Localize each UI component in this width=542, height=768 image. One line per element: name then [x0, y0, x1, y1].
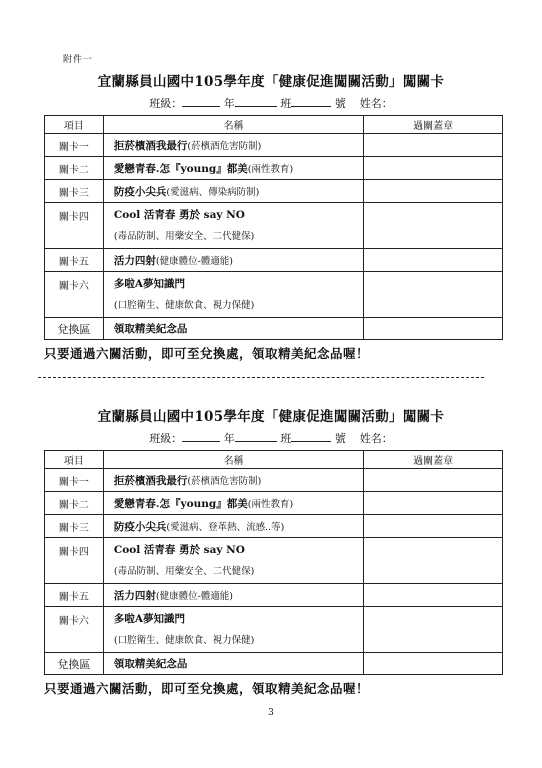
stamp-cell[interactable] — [364, 492, 503, 515]
level-cell: 關卡六 — [45, 272, 104, 318]
header-item: 項目 — [45, 451, 104, 469]
table-row — [45, 157, 503, 180]
name-cell — [103, 180, 363, 203]
activity-name: 愛戀青春.怎『young』都美 — [113, 162, 248, 175]
table-row — [45, 249, 503, 272]
card-title: 宜蘭縣員山國中105學年度「健康促進闖關活動」闖關卡 — [97, 409, 445, 425]
table-row — [45, 180, 503, 203]
stamp-cell[interactable] — [364, 584, 503, 607]
name-cell — [103, 318, 363, 340]
activity-name: 領取精美紀念品 — [113, 323, 188, 335]
level-cell: 關卡二 — [45, 492, 104, 515]
header-stamp: 過關蓋章 — [364, 451, 503, 469]
stamp-cell[interactable] — [364, 318, 503, 340]
name-cell — [103, 157, 363, 180]
activity-topic: (愛滋病、登革熱、流感..等) — [166, 521, 285, 533]
year-blank[interactable] — [182, 431, 220, 442]
class-blank[interactable] — [235, 431, 277, 442]
table-row — [45, 203, 503, 249]
number-blank[interactable] — [291, 431, 331, 442]
level-cell: 兌換區 — [45, 653, 104, 675]
activity-name: 拒菸檳酒我最行 — [113, 139, 188, 152]
cut-line — [38, 377, 484, 378]
activity-name: Cool 活青春 勇於 say NO — [113, 208, 245, 221]
class-label: 班級： — [149, 97, 183, 110]
stamp-cell[interactable] — [364, 272, 503, 318]
activity-name: 愛戀青春.怎『young』都美 — [113, 497, 248, 510]
header-item: 項目 — [45, 116, 104, 134]
table-row — [45, 607, 503, 653]
activity-topic: (毒品防制、用藥安全、二代健保) — [113, 565, 255, 577]
table-row — [45, 515, 503, 538]
stamp-cell[interactable] — [364, 538, 503, 584]
name-cell — [103, 515, 363, 538]
activity-topic: (口腔衛生、健康飲食、視力保健) — [113, 299, 255, 311]
activity-name: Cool 活青春 勇於 say NO — [113, 543, 245, 556]
activity-topic: (毒品防制、用藥安全、二代健保) — [113, 230, 255, 242]
activity-topic: (愛滋病、傳染病防制) — [166, 186, 260, 198]
table-row — [45, 469, 503, 492]
year-label: 年 — [223, 97, 235, 110]
checkpoint-table — [44, 450, 503, 675]
name-label: 姓名： — [359, 432, 393, 445]
table-row — [45, 492, 503, 515]
activity-name: 拒菸檳酒我最行 — [113, 474, 188, 487]
table-row — [45, 318, 503, 340]
name-cell — [103, 584, 363, 607]
table-header — [45, 116, 503, 134]
activity-name: 領取精美紀念品 — [113, 658, 188, 670]
table-row — [45, 584, 503, 607]
name-cell — [103, 272, 363, 318]
level-cell: 關卡二 — [45, 157, 104, 180]
level-cell: 關卡五 — [45, 584, 104, 607]
student-info-line — [0, 430, 542, 446]
name-cell — [103, 134, 363, 157]
activity-topic: (健康體位-體適能) — [155, 255, 233, 267]
header-stamp: 過關蓋章 — [364, 116, 503, 134]
table-row — [45, 653, 503, 675]
activity-topic: (菸檳酒危害防制) — [187, 475, 262, 487]
card-title: 宜蘭縣員山國中105學年度「健康促進闖關活動」闖關卡 — [97, 74, 445, 90]
name-cell — [103, 653, 363, 675]
name-label: 姓名： — [359, 97, 393, 110]
level-cell: 關卡四 — [45, 203, 104, 249]
table-row — [45, 272, 503, 318]
activity-name: 活力四射 — [113, 254, 156, 267]
header-name: 名稱 — [103, 451, 363, 469]
class-suffix: 班 — [280, 97, 292, 110]
activity-name: 防疫小尖兵 — [113, 185, 167, 198]
name-cell — [103, 607, 363, 653]
class-suffix: 班 — [280, 432, 292, 445]
name-cell — [103, 538, 363, 584]
level-cell: 關卡三 — [45, 180, 104, 203]
level-cell: 關卡五 — [45, 249, 104, 272]
activity-name: 防疫小尖兵 — [113, 520, 167, 533]
activity-name: 多啦A夢知識門 — [113, 612, 186, 625]
level-cell: 關卡四 — [45, 538, 104, 584]
class-blank[interactable] — [235, 96, 277, 107]
name-cell — [103, 249, 363, 272]
header-name: 名稱 — [103, 116, 363, 134]
name-cell — [103, 203, 363, 249]
stamp-cell[interactable] — [364, 515, 503, 538]
stamp-cell[interactable] — [364, 469, 503, 492]
table-row — [45, 538, 503, 584]
name-cell — [103, 469, 363, 492]
activity-topic: (兩性教育) — [247, 498, 294, 510]
number-blank[interactable] — [291, 96, 331, 107]
table-header — [45, 451, 503, 469]
name-cell — [103, 492, 363, 515]
activity-topic: (菸檳酒危害防制) — [187, 140, 262, 152]
student-info-line — [0, 95, 542, 111]
stamp-cell[interactable] — [364, 134, 503, 157]
completion-note: 只要通過六關活動，即可至兌換處，領取精美紀念品喔！ — [44, 346, 370, 361]
level-cell: 關卡三 — [45, 515, 104, 538]
checkpoint-table — [44, 115, 503, 340]
stamp-cell[interactable] — [364, 203, 503, 249]
stamp-cell[interactable] — [364, 249, 503, 272]
stamp-cell[interactable] — [364, 157, 503, 180]
activity-topic: (口腔衛生、健康飲食、視力保健) — [113, 634, 255, 646]
completion-note: 只要通過六關活動，即可至兌換處，領取精美紀念品喔！ — [44, 681, 370, 696]
activity-name: 多啦A夢知識門 — [113, 277, 186, 290]
activity-topic: (兩性教育) — [247, 163, 294, 175]
level-cell: 關卡一 — [45, 469, 104, 492]
annex-label: 附件一 — [63, 55, 94, 65]
number-label: 號 — [334, 97, 346, 110]
stamp-cell[interactable] — [364, 653, 503, 675]
stamp-cell[interactable] — [364, 607, 503, 653]
level-cell: 兌換區 — [45, 318, 104, 340]
table-row — [45, 134, 503, 157]
level-cell: 關卡六 — [45, 607, 104, 653]
class-label: 班級： — [149, 432, 183, 445]
number-label: 號 — [334, 432, 346, 445]
year-blank[interactable] — [182, 96, 220, 107]
page-number: 3 — [268, 708, 274, 718]
stamp-cell[interactable] — [364, 180, 503, 203]
activity-name: 活力四射 — [113, 589, 156, 602]
level-cell: 關卡一 — [45, 134, 104, 157]
year-label: 年 — [223, 432, 235, 445]
activity-topic: (健康體位-體適能) — [155, 590, 233, 602]
